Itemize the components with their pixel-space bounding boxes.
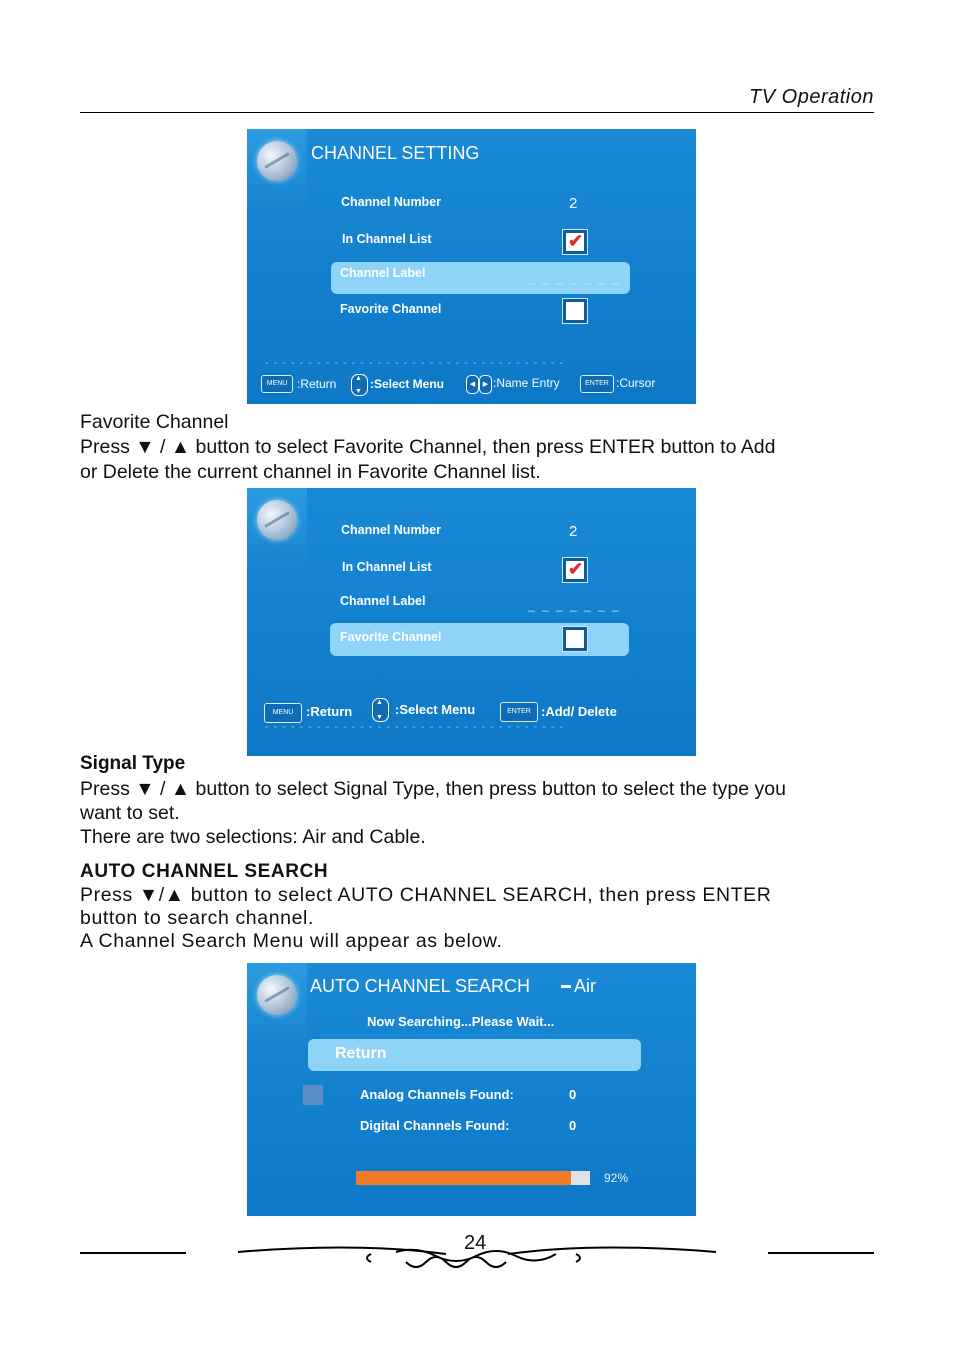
hint-add-delete: :Add/ Delete: [541, 704, 617, 719]
page-header-title: TV Operation: [749, 86, 874, 108]
header-rule: [80, 112, 874, 113]
page-number: 24: [464, 1232, 487, 1254]
auto-search-heading: AUTO CHANNEL SEARCH: [80, 861, 329, 882]
screen-sidebar: [247, 129, 307, 214]
auto-line-3: A Channel Search Menu will appear as below.: [80, 930, 503, 952]
row-favorite-channel-label: Favorite Channel: [340, 630, 442, 644]
channel-setting-screen: [247, 129, 696, 404]
in-channel-list-checkbox[interactable]: [562, 229, 588, 255]
signal-line-1: Press ▼ / ▲ button to select Signal Type, then press button to select the type you: [80, 778, 786, 800]
signal-type-value[interactable]: Air: [574, 976, 596, 996]
progress-percent: 92%: [604, 1171, 629, 1185]
hint-select-menu: :Select Menu: [370, 377, 445, 391]
hint-return: :Return: [297, 377, 337, 391]
divider-dashes: -----------------------------------: [265, 721, 569, 733]
row-favorite-channel-label: Favorite Channel: [340, 302, 442, 316]
signal-line-2: want to set.: [80, 802, 180, 824]
checkmark-icon: ✔: [568, 231, 584, 251]
footer-rule-left: [80, 1252, 186, 1254]
footer-ornament: [236, 1240, 718, 1276]
row-channel-label-label: Channel Label: [340, 266, 426, 280]
auto-channel-search-screen: [247, 963, 696, 1216]
row-channel-number-label: Channel Number: [341, 195, 442, 209]
up-down-arrow-icon: [372, 698, 389, 722]
signal-type-heading: Signal Type: [80, 753, 186, 774]
row-channel-number-value: 2: [569, 195, 578, 212]
right-arrow-icon: ▶: [479, 375, 492, 394]
enter-key-icon: ENTER: [580, 375, 614, 393]
hint-cursor: :Cursor: [616, 376, 656, 390]
auto-line-2: button to search channel.: [80, 907, 314, 929]
row-channel-number-value: 2: [569, 523, 578, 540]
favorite-channel-screen: [247, 488, 696, 756]
screen-title: AUTO CHANNEL SEARCH: [310, 976, 531, 996]
analog-channels-value: 0: [569, 1087, 577, 1102]
row-channel-number-label: Channel Number: [341, 523, 442, 537]
row-in-channel-list-label: In Channel List: [342, 560, 432, 574]
hint-return: :Return: [306, 704, 353, 719]
globe-icon: [257, 500, 297, 540]
minus-icon: [561, 985, 571, 988]
in-channel-list-checkbox[interactable]: [562, 557, 588, 583]
screen-sidebar: [247, 963, 307, 1048]
checkmark-icon: ✔: [568, 559, 584, 579]
signal-line-3: There are two selections: Air and Cable.: [80, 826, 426, 848]
row-channel-label-label: Channel Label: [340, 594, 426, 608]
menu-key-icon: MENU: [264, 703, 302, 723]
globe-icon: [257, 141, 297, 181]
screen-sidebar: [247, 488, 307, 573]
row-channel-label-value: _ _ _ _ _ _ _: [528, 598, 621, 612]
menu-key-icon: MENU: [261, 375, 293, 393]
favorite-channel-checkbox[interactable]: [562, 626, 588, 652]
search-status: Now Searching...Please Wait...: [367, 1014, 555, 1029]
divider-dashes: -----------------------------------: [265, 357, 569, 369]
hint-select-menu: :Select Menu: [395, 702, 476, 717]
digital-channels-label: Digital Channels Found:: [360, 1118, 510, 1133]
row-channel-label-value: _ _ _ _ _ _ _: [528, 271, 621, 285]
favorite-channel-checkbox[interactable]: [562, 298, 588, 324]
left-arrow-icon: ◀: [466, 375, 479, 394]
enter-key-icon: ENTER: [500, 702, 538, 722]
tv-icon: [303, 1085, 323, 1105]
footer-rule-right: [768, 1252, 874, 1254]
progress-fill: [356, 1171, 571, 1185]
favorite-heading: Favorite Channel: [80, 411, 229, 433]
analog-channels-label: Analog Channels Found:: [360, 1087, 514, 1102]
favorite-line-1: Press ▼ / ▲ button to select Favorite Channel, then press ENTER button to Add: [80, 436, 776, 458]
favorite-line-2: or Delete the current channel in Favorite Channel list.: [80, 461, 541, 483]
digital-channels-value: 0: [569, 1118, 577, 1133]
up-down-arrow-icon: [351, 374, 368, 396]
row-in-channel-list-label: In Channel List: [342, 232, 432, 246]
auto-line-1: Press ▼/▲ button to select AUTO CHANNEL SEARCH, then press ENTER: [80, 884, 772, 906]
hint-name-entry: :Name Entry: [493, 376, 560, 390]
return-button-label: Return: [335, 1045, 387, 1062]
screen-title: CHANNEL SETTING: [311, 143, 480, 163]
globe-icon: [257, 975, 297, 1015]
progress-bar: [356, 1171, 590, 1185]
